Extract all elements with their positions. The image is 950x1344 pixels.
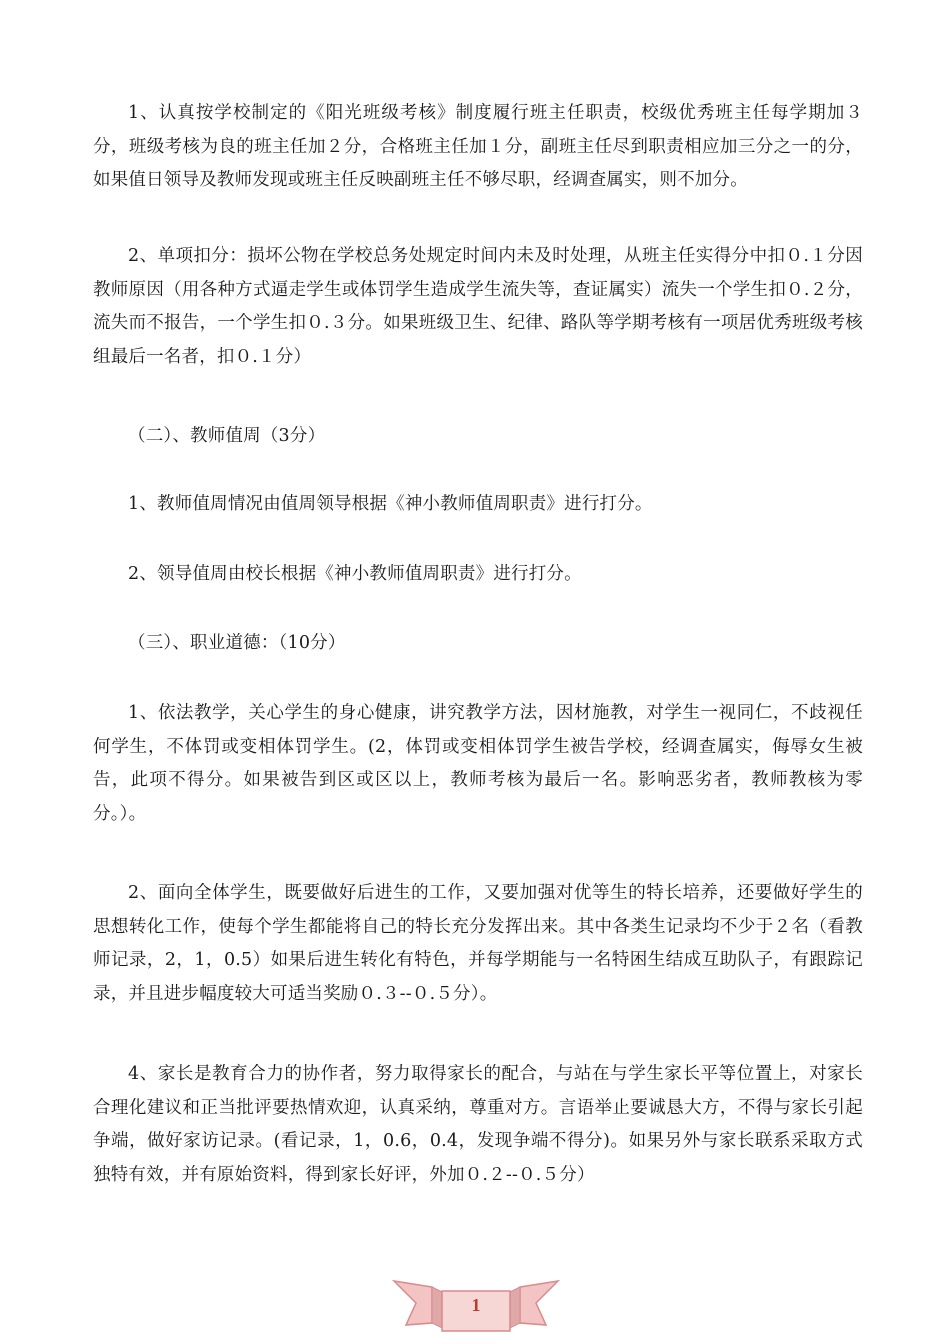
paragraph-all-students: 2、面向全体学生，既要做好后进生的工作，又要加强对优等生的特长培养，还要做好学生的思想转化工作，使每个学生都能将自己的特长充分发挥出来。其中各类生记录均不少于２名（看教师记录，2，1，0.5）如果后进生转化有特色，并每学期能与一名特困生结成互助队子，有跟踪记录，并且进步幅度较大可适当奖励０.３--０.５分）。 bbox=[93, 883, 863, 1004]
section-heading-professional-ethics: （三）、职业道德：（10分） bbox=[128, 633, 346, 653]
paragraph-single-deduction: 2、单项扣分：损坏公物在学校总务处规定时间内未及时处理，从班主任实得分中扣０.１分因教师原因（用各种方式逼走学生或体罚学生造成学生流失等，查证属实）流失一个学生扣０.２分，流失而不报告，一个学生扣０.３分。如果班级卫生、纪律、路队等学期考核有一项居优秀班级考核组最后一名者，扣０.１分） bbox=[93, 246, 863, 367]
paragraph-parents: 4、家长是教育合力的协作者，努力取得家长的配合，与站在与学生家长平等位置上，对家长合理化建议和正当批评要热情欢迎，认真采纳，尊重对方。言语举止要诚恳大方，不得与家长引起争端，做好家访记录。(看记录，1，0.6，0.4，发现争端不得分)。如果另外与家长联系采取方式独特有效，并有原始资料，得到家长好评，外加０.２--０.５分） bbox=[93, 1064, 863, 1185]
paragraph-teacher-duty-week: 1、教师值周情况由值周领导根据《神小教师值周职责》进行打分。 bbox=[128, 494, 653, 514]
paragraph-class-teacher-duty: 1、认真按学校制定的《阳光班级考核》制度履行班主任职责，校级优秀班主任每学期加３分，班级考核为良的班主任加２分，合格班主任加１分，副班主任尽到职责相应加三分之一的分，如果值日领导及教师发现或班主任反映副班主任不够尽职，经调查属实，则不加分。 bbox=[93, 103, 863, 190]
section-heading-teacher-duty-week: （二）、教师值周（3分） bbox=[128, 426, 326, 446]
paragraph-leader-duty-week: 2、领导值周由校长根据《神小教师值周职责》进行打分。 bbox=[128, 564, 582, 584]
paragraph-lawful-teaching: 1、依法教学，关心学生的身心健康，讲究教学方法，因材施教，对学生一视同仁，不歧视任何学生，不体罚或变相体罚学生。(2，体罚或变相体罚学生被告学校，经调查属实，侮辱女生被告，此项不得分。如果被告到区或区以上，教师考核为最后一名。影响恶劣者，教师教核为零分。）。 bbox=[93, 703, 863, 824]
page-number-ribbon bbox=[392, 1273, 560, 1335]
page-number: 1 bbox=[471, 1295, 481, 1315]
